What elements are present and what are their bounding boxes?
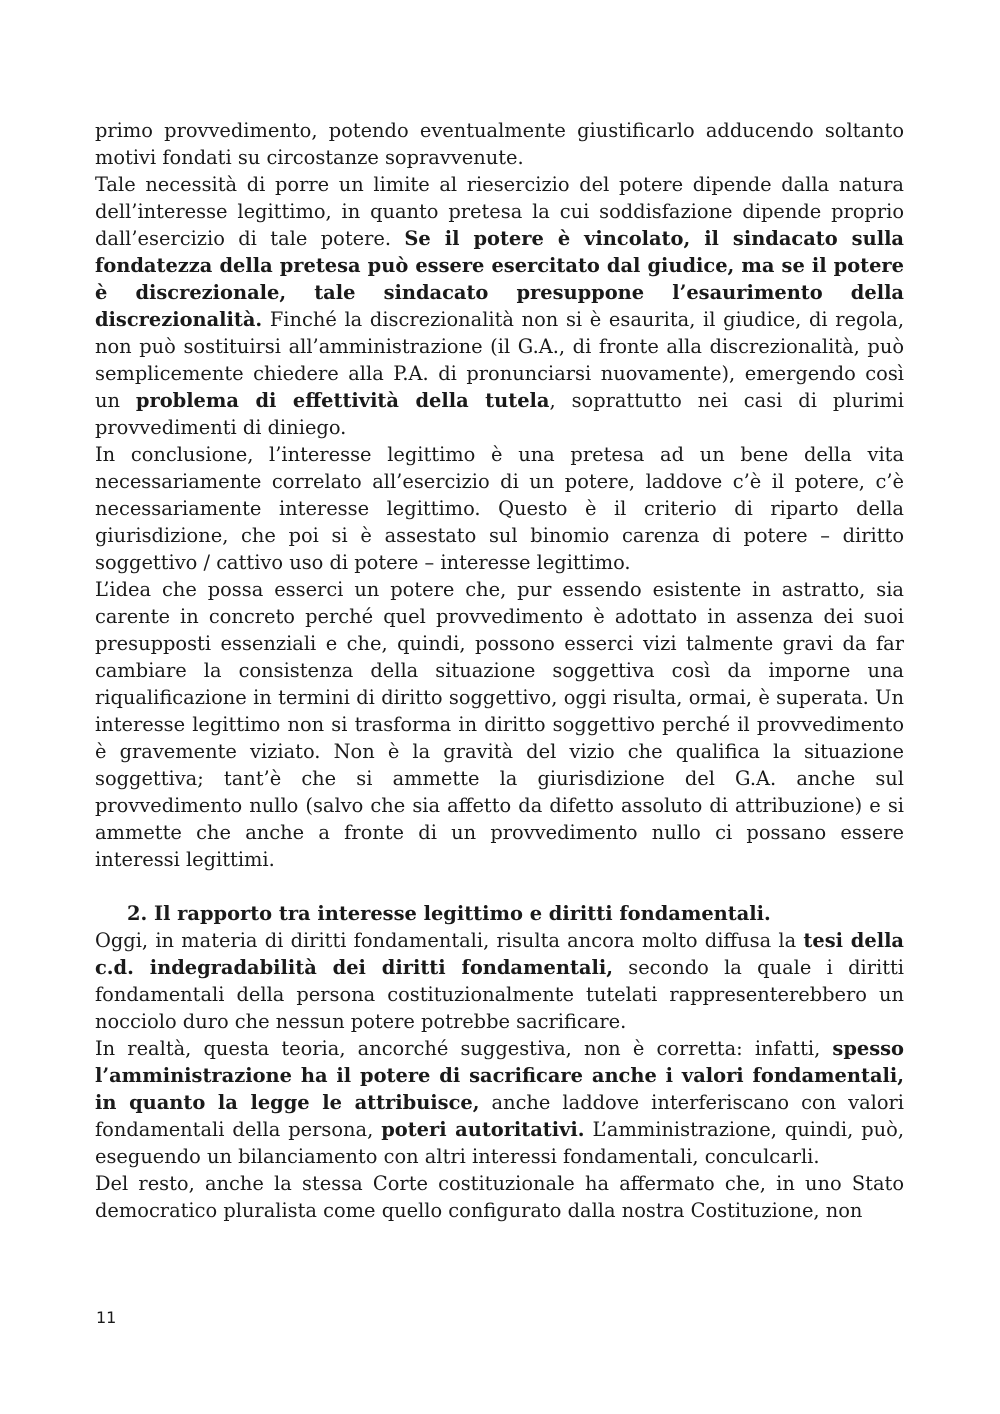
text-run: secondo la quale i diritti fondamentali della persona costituzionalmente tutelati rappresenterebbero un nocciolo duro che nessun potere potrebbe sacrificare.	[95, 956, 905, 1033]
paragraph	[95, 171, 904, 441]
paragraph	[95, 441, 904, 576]
bold-text-run: problema di effettività della tutela	[135, 389, 550, 412]
page-body	[95, 117, 904, 1224]
bold-text-run: Se il potere è vincolato, il sindacato sulla fondatezza della pretesa può essere esercitato dal giudice, ma se il potere è discrezionale, tale sindacato presuppone l’esaurimento della discrezionalità.	[95, 227, 904, 331]
paragraph	[95, 117, 904, 171]
blank-line	[95, 873, 904, 900]
text-run: L’amministrazione, quindi, può, eseguendo un bilanciamento con altri interessi fondamentali, conculcarli.	[95, 1118, 904, 1168]
paragraph	[95, 1035, 904, 1170]
text-run: Del resto, anche la stessa Corte costituzionale ha affermato che, in uno Stato democratico pluralista come quello configurato dalla nostra Costituzione, non	[95, 1172, 904, 1222]
paragraph	[95, 576, 904, 873]
paragraph	[95, 927, 904, 1035]
bold-text-run: poteri autoritativi.	[381, 1118, 585, 1141]
text-run: primo provvedimento, potendo eventualmente giustificarlo adducendo soltanto motivi fondati su circostanze sopravvenute.	[95, 119, 904, 169]
section-heading: 2. Il rapporto tra interesse legittimo e diritti fondamentali.	[127, 902, 771, 925]
paragraph	[95, 1170, 904, 1224]
text-run: Oggi, in materia di diritti fondamentali, risulta ancora molto diffusa la	[95, 929, 804, 952]
text-run: In conclusione, l’interesse legittimo è una pretesa ad un bene della vita necessariamente correlato all’esercizio di un potere, laddove c’è il potere, c’è necessariamente interesse legittimo. Questo è il criterio di riparto della giurisdizione, che poi si è assestato sul binomio carenza di potere – diritto soggettivo / cattivo uso di potere – interesse legittimo.	[95, 443, 904, 574]
text-run: Tale necessità di porre un limite al riesercizio del potere dipende dalla natura dell’interesse legittimo, in quanto pretesa la cui soddisfazione dipende proprio dall’esercizio di tale potere.	[95, 173, 904, 250]
text-run: , soprattutto nei casi di plurimi provvedimenti di diniego.	[95, 389, 905, 439]
text-run: Finché la discrezionalità non si è esaurita, il giudice, di regola, non può sostituirsi all’amministrazione (il G.A., di fronte alla discrezionalità, può semplicemente chiedere alla P.A. di pronunciarsi nuovamente), emergendo così un	[95, 308, 904, 412]
text-run: anche laddove interferiscano con valori fondamentali della persona,	[95, 1091, 904, 1141]
bold-text-run: spesso l’amministrazione ha il potere di sacrificare anche i valori fondamentali, in quanto la legge le attribuisce,	[95, 1037, 904, 1114]
page-number: 11	[96, 1308, 117, 1327]
text-run: L’idea che possa esserci un potere che, pur essendo esistente in astratto, sia carente in concreto perché quel provvedimento è adottato in assenza dei suoi presupposti essenziali e che, quindi, possono esserci vizi talmente gravi da far cambiare la consistenza della situazione soggettiva così da imporne una riqualificazione in termini di diritto soggettivo, oggi risulta, ormai, è superata. Un interesse legittimo non si trasforma in diritto soggettivo perché il provvedimento è gravemente viziato. Non è la gravità del vizio che qualifica la situazione soggettiva; tant’è che si ammette la giurisdizione del G.A. anche sul provvedimento nullo (salvo che sia affetto da difetto assoluto di attribuzione) e si ammette che anche a fronte di un provvedimento nullo ci possano essere interessi legittimi.	[95, 578, 904, 871]
text-run: In realtà, questa teoria, ancorché suggestiva, non è corretta: infatti,	[95, 1037, 833, 1060]
bold-text-run: tesi della c.d. indegradabilità dei diritti fondamentali,	[95, 929, 904, 979]
